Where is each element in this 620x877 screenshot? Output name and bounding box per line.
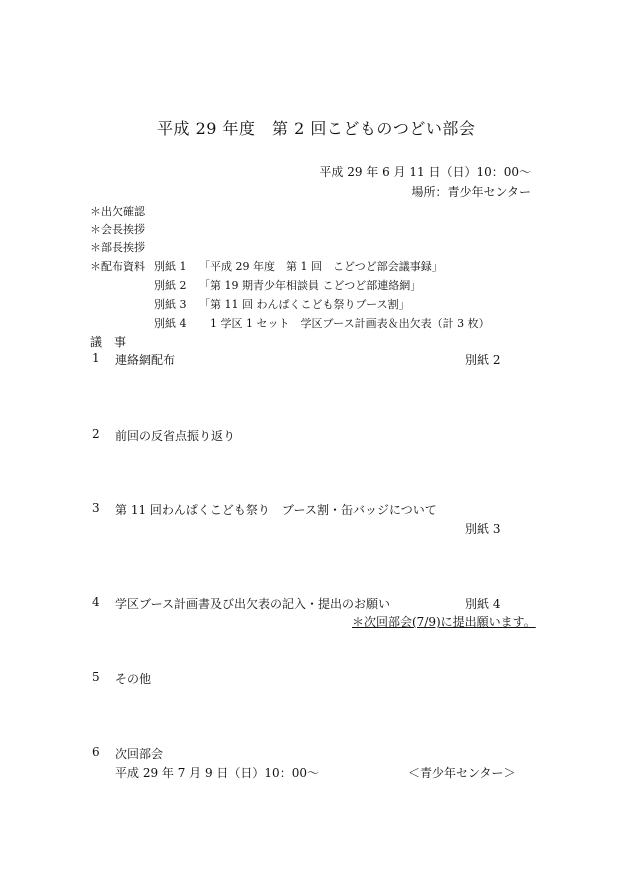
agenda-num-3: 3 (92, 501, 100, 515)
agenda-text-4: 学区ブース計画書及び出欠表の記入・提出のお願い (115, 597, 391, 611)
material-text-2: 「第 19 期青少年相談員 こどつど部連絡網」 (199, 279, 422, 292)
material-label-4: 別紙 4 (154, 317, 187, 330)
agenda-text-1: 連絡網配布 (115, 353, 176, 367)
agenda-text-2: 前回の反省点振り返り (115, 429, 236, 443)
agenda-ref-3: 別紙 3 (465, 522, 501, 536)
agenda-heading: 議 事 (90, 335, 127, 349)
agenda-num-2: 2 (92, 427, 100, 441)
next-meeting-date: 平成 29 年 7 月 9 日（日）10：00〜 (115, 766, 319, 780)
next-meeting-place: ＜青少年センター＞ (408, 766, 516, 780)
agenda-num-5: 5 (92, 670, 100, 684)
agenda-note-4: ＊次回部会(7/9)に提出願います。 (352, 615, 536, 629)
meeting-place: 場所：青少年センター (411, 185, 531, 199)
agenda-ref-4: 別紙 4 (465, 597, 501, 611)
material-text-1: 「平成 29 年度 第 1 回 こどつど部会議事録」 (199, 260, 443, 273)
page-title: 平成 29 年度 第 2 回こどものつどい部会 (157, 119, 476, 138)
agenda-text-3: 第 11 回わんぱくこども祭り ブース割・缶バッジについて (115, 503, 437, 517)
check-attendance: ＊出欠確認 (90, 205, 145, 218)
material-text-3: 「第 11 回 わんぱくこども祭りブース割」 (199, 298, 410, 311)
material-label-2: 別紙 2 (154, 279, 187, 292)
meeting-date: 平成 29 年 6 月 11 日（日）10：00〜 (319, 165, 531, 179)
agenda-ref-1: 別紙 2 (465, 353, 501, 367)
material-text-4: 1 学区 1 セット 学区ブース計画表＆出欠表（計 3 枚） (199, 317, 490, 330)
agenda-num-6: 6 (92, 745, 100, 759)
check-dept-greeting: ＊部長挨拶 (90, 241, 145, 254)
agenda-num-4: 4 (92, 595, 100, 609)
agenda-text-5: その他 (115, 672, 152, 686)
check-chair-greeting: ＊会長挨拶 (90, 223, 145, 236)
materials-label: ＊配布資料 (90, 260, 145, 273)
material-label-3: 別紙 3 (154, 298, 187, 311)
agenda-num-1: 1 (92, 351, 100, 365)
agenda-text-6: 次回部会 (115, 747, 164, 761)
material-label-1: 別紙 1 (154, 260, 187, 273)
